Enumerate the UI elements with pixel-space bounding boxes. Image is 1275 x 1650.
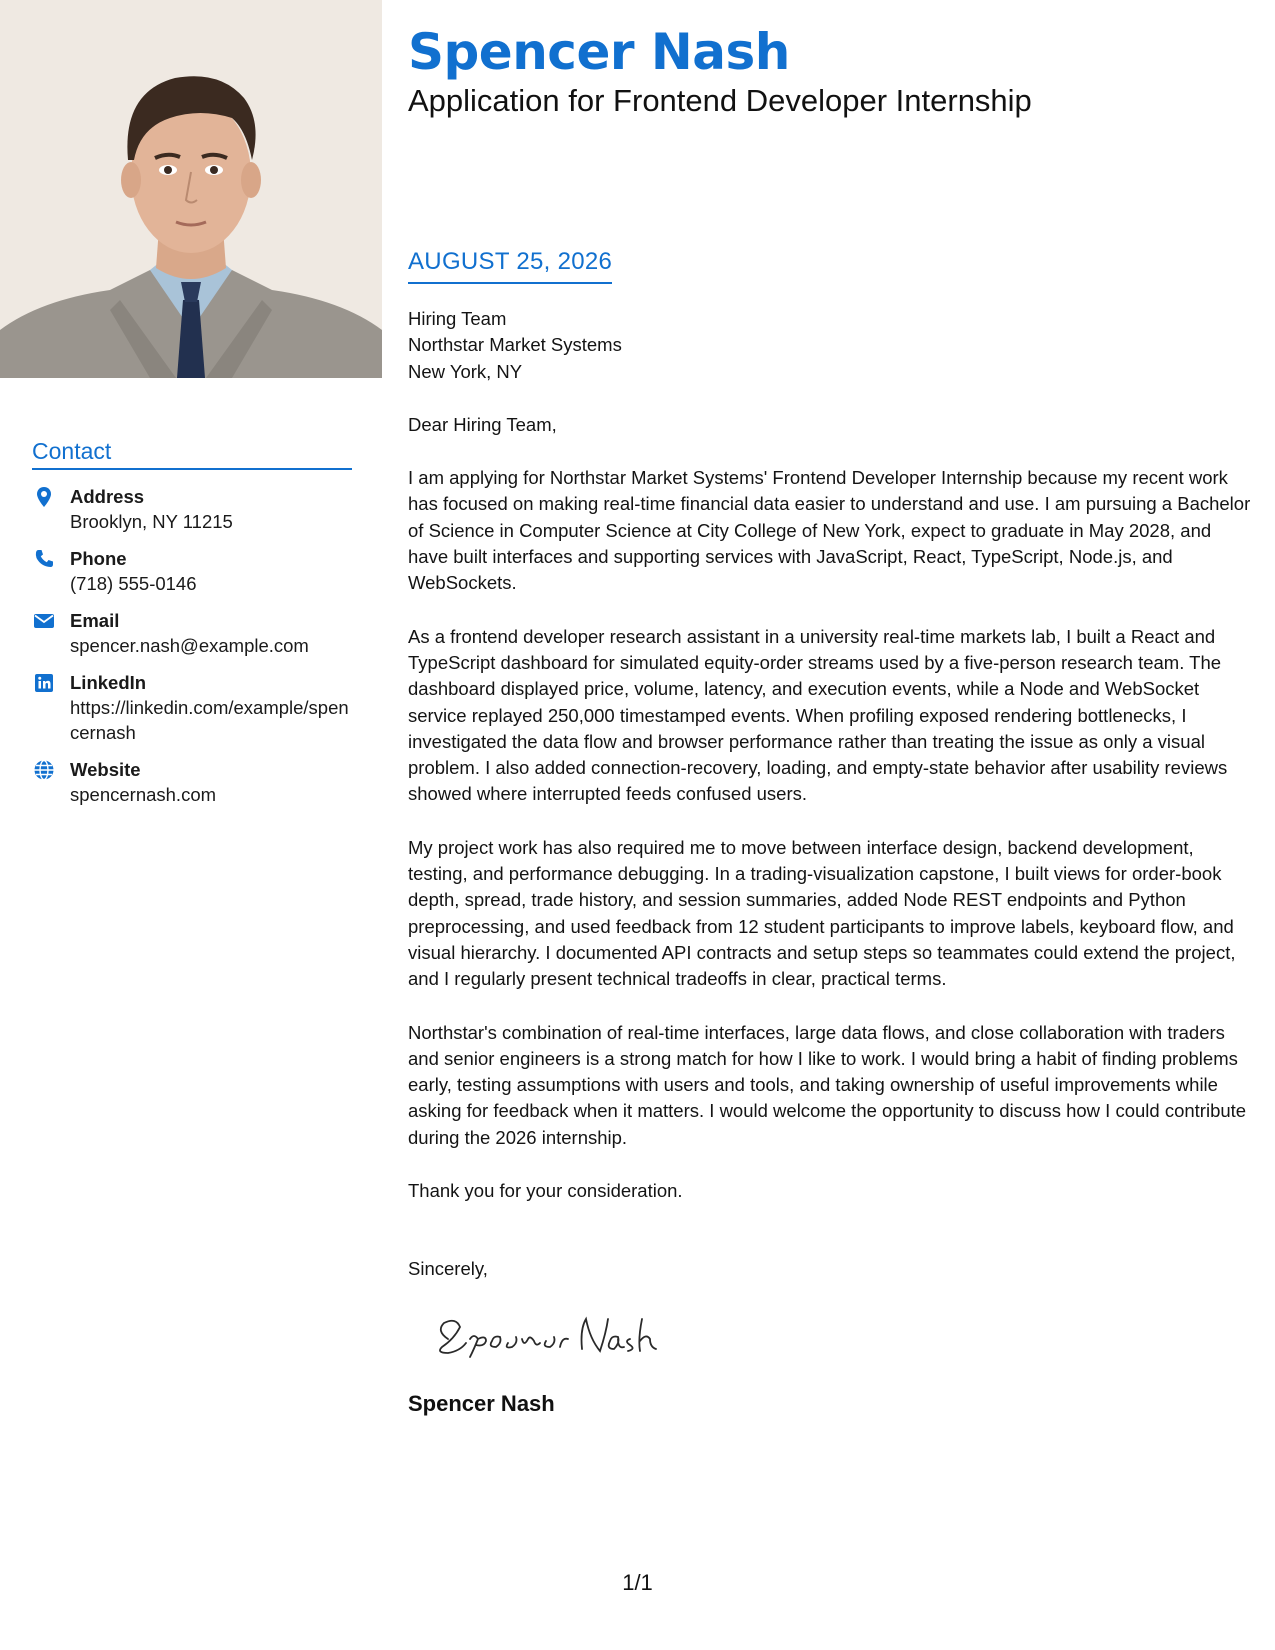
body-paragraph: As a frontend developer research assistant in a university real-time markets lab, I built a React and TypeScript dashboard for simulated equity-order streams used by a five-person research team. The dashboard displayed price, volume, latency, and execution events, while a Node and WebSocket service replayed 250,000 timestamped events. When profiling exposed rendering bottlenecks, I investigated the data flow and browser performance rather than treating the issue as only a visual problem. I also added connection-recovery, loading, and empty-state behavior after usability reviews showed where interrupted feeds confused users.	[408, 625, 1228, 805]
contact-item-website	[32, 757, 352, 807]
contact-label: Address	[70, 486, 145, 507]
closing: Sincerely,	[408, 1258, 488, 1280]
signer-name: Spencer Nash	[408, 1390, 555, 1416]
contact-label: Email	[70, 610, 120, 631]
contact-list	[32, 484, 352, 807]
page-number: 1/1	[622, 1570, 653, 1595]
letter-body	[408, 306, 1253, 1417]
phone-icon	[32, 547, 56, 571]
contact-value: (718) 555-0146	[70, 573, 197, 594]
body-paragraph: I am applying for Northstar Market Systems' Frontend Developer Internship because my recent work has focused on making real-time financial data easier to understand and use. I am pursuing a Bachelor of Science in Computer Science at City College of New York, expect to graduate in May 2028, and have built interfaces and supporting services with JavaScript, React, TypeScript, Node.js, and WebSockets.	[408, 467, 1251, 594]
application-subtitle: Application for Frontend Developer Internship	[408, 83, 1032, 118]
contact-item-email	[32, 608, 352, 658]
body-paragraph: My project work has also required me to move between interface design, backend development, testing, and performance debugging. In a trading-visualization capstone, I built views for order-book depth, spread, trade history, and session summaries, added Node REST endpoints and Python preprocessing, and used feedback from 12 student participants to improve labels, keyboard flow, and visual hierarchy. I documented API contracts and setup steps so teammates could extend the project, and I regularly present technical tradeoffs in clear, practical terms.	[408, 836, 1236, 990]
contact-item-address	[32, 484, 352, 534]
contact-label: Phone	[70, 548, 127, 569]
contact-label: LinkedIn	[70, 672, 147, 693]
contact-item-phone	[32, 546, 352, 596]
envelope-icon	[32, 609, 56, 633]
thank-you-line: Thank you for your consideration.	[408, 1180, 683, 1202]
recipient-line: Hiring Team	[408, 308, 507, 329]
letter-header	[408, 22, 1248, 120]
contact-value[interactable]: https://linkedin.com/example/spencernash	[70, 697, 349, 743]
contact-heading: Contact	[32, 438, 352, 470]
recipient-line: Northstar Market Systems	[408, 334, 622, 356]
contact-label: Website	[70, 759, 141, 780]
contact-value[interactable]: spencer.nash@example.com	[70, 635, 309, 656]
letter-date: AUGUST 25, 2026	[408, 248, 612, 284]
contact-value[interactable]: spencernash.com	[70, 784, 217, 805]
linkedin-icon	[32, 671, 56, 695]
handwritten-signature	[430, 1309, 670, 1369]
recipient-block	[408, 306, 1253, 385]
contact-sidebar	[32, 438, 352, 819]
globe-icon	[32, 758, 56, 782]
location-pin-icon	[32, 485, 56, 509]
applicant-name: Spencer Nash	[408, 23, 790, 81]
contact-value: Brooklyn, NY 11215	[70, 511, 233, 532]
recipient-line: New York, NY	[408, 360, 523, 382]
salutation: Dear Hiring Team,	[408, 413, 557, 435]
contact-item-linkedin	[32, 670, 352, 745]
body-paragraph: Northstar's combination of real-time interfaces, large data flows, and close collaboration with traders and senior engineers is a strong match for how I like to work. I would bring a habit of finding problems early, testing assumptions with users and tools, and taking ownership of useful improvements while asking for feedback when it matters. I would welcome the opportunity to discuss how I could contribute during the 2026 internship.	[408, 1021, 1247, 1148]
profile-photo	[0, 0, 382, 378]
